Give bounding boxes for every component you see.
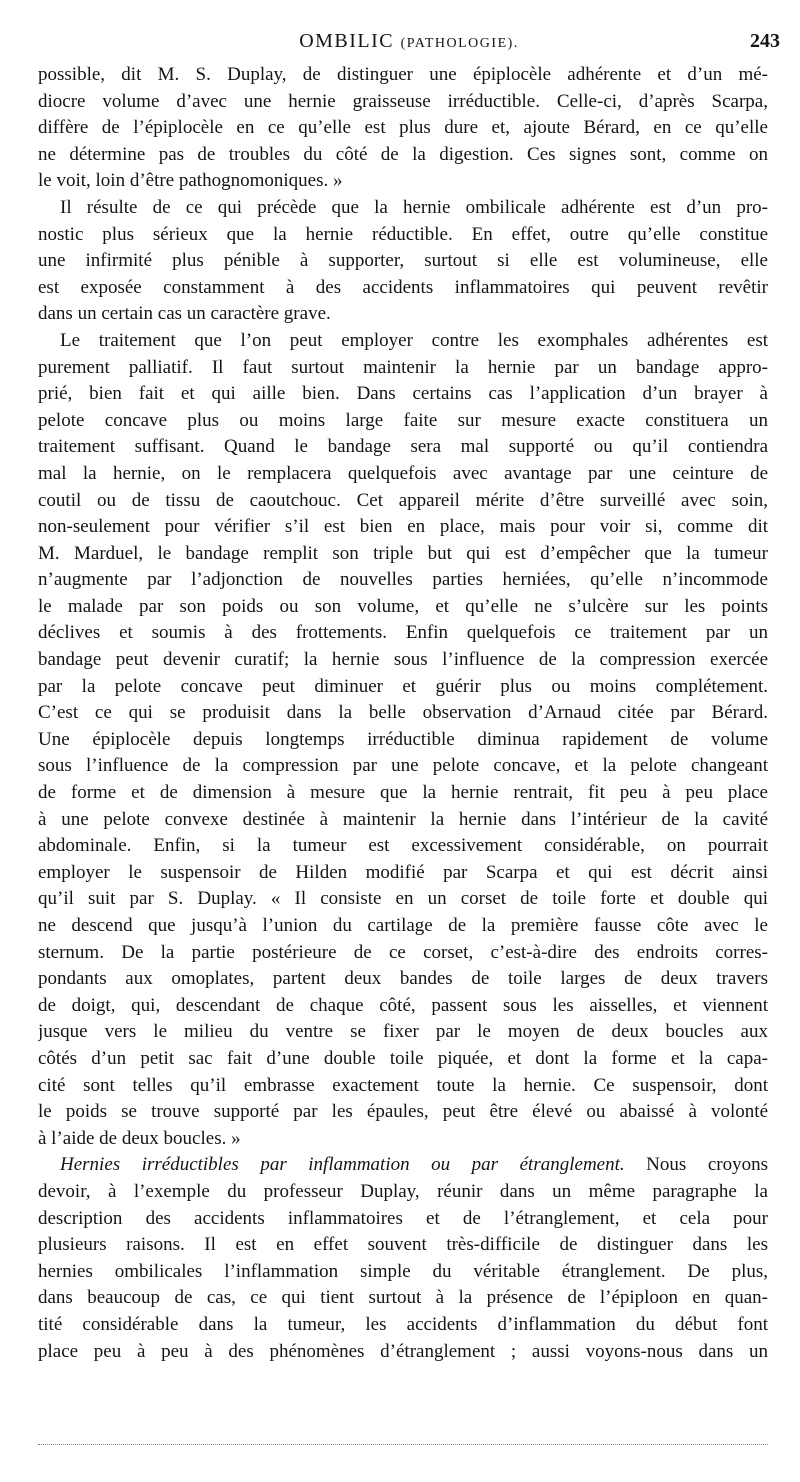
line-text: nostic plus sérieux que la hernie réductible. En effet, outre qu’elle constitue <box>38 223 768 245</box>
text-line <box>38 1099 768 1126</box>
line-text: à une pelote convexe destinée à maintenir la hernie dans l’intérieur de la cavité <box>38 808 768 830</box>
line-text: dans un certain cas un caractère grave. <box>38 303 331 325</box>
line-text: purement palliatif. Il faut surtout maintenir la hernie par un bandage appro- <box>38 356 768 378</box>
line-text: C’est ce qui se produisit dans la belle observation d’Arnaud citée par Bérard. <box>38 702 768 724</box>
text-line <box>38 1285 768 1312</box>
text-line <box>38 1152 768 1179</box>
text-line <box>38 115 768 142</box>
text-line <box>38 248 768 275</box>
section-label: (PATHOLOGIE). <box>400 36 519 51</box>
line-text: ne descend que jusqu’à l’union du cartilage de la première fausse côte avec le <box>38 915 768 936</box>
line-text: non-seulement pour vérifier s’il est bien en place, mais pour voir si, comme dit <box>38 516 768 538</box>
line-text: de doigt, qui, descendant de chaque côté, passent sous les aisselles, et viennent <box>38 994 768 1016</box>
line-text: est exposée constamment à des accidents inflammatoires qui peuvent revêtir <box>38 276 768 298</box>
line-text: qu’il suit par S. Duplay. « Il consiste en un corset de toile forte et double qui <box>38 888 768 910</box>
text-line <box>38 541 768 568</box>
line-text: Le traitement que l’on peut employer contre les exomphales adhérentes est <box>60 329 768 351</box>
text-line <box>38 168 768 195</box>
text-line <box>38 301 768 328</box>
page-number: 243 <box>750 30 780 52</box>
text-line <box>38 1312 768 1339</box>
line-text: sternum. De la partie postérieure de ce corset, c’est-à-dire des endroits corres- <box>38 941 768 963</box>
line-text: diocre volume d’avec une hernie graisseuse irréductible. Celle-ci, d’après Scarpa, <box>38 90 768 112</box>
line-text: n’augmente par l’adjonction de nouvelles parties herniées, qu’elle n’incommode <box>38 569 768 591</box>
line-text: côtés d’un petit sac fait d’une double toile piquée, et dont la forme et la capa- <box>38 1047 768 1069</box>
line-text: jusque vers le milieu du ventre se fixer par le moyen de deux boucles aux <box>38 1021 768 1043</box>
running-head <box>38 30 780 58</box>
text-line <box>38 514 768 541</box>
text-line <box>38 966 768 993</box>
line-text: devoir, à l’exemple du professeur Duplay, réunir dans un même paragraphe la <box>38 1180 768 1202</box>
line-text: abdominale. Enfin, si la tumeur est excessivement considérable, on pourrait <box>38 835 768 857</box>
text-line <box>38 408 768 435</box>
line-text: déclives et soumis à des frottements. Enfin quelquefois ce traitement par un <box>38 622 768 644</box>
line-text: cité sont telles qu’il embrasse exactement toute la hernie. Ce suspensoir, dont <box>38 1074 768 1096</box>
text-line <box>38 940 768 967</box>
text-line <box>38 913 768 940</box>
line-text: ne détermine pas de troubles du côté de la digestion. Ces signes sont, comme on <box>38 143 768 165</box>
text-line <box>38 1126 768 1153</box>
body-text <box>38 62 768 1365</box>
line-text: possible, dit M. S. Duplay, de distinguer une épiplocèle adhérente et d’un mé- <box>38 64 768 85</box>
text-line <box>38 674 768 701</box>
text-line <box>38 780 768 807</box>
text-line <box>38 1019 768 1046</box>
section-heading: Hernies irréductibles par inflammation ou par étranglement. <box>60 1154 625 1176</box>
line-text: à l’aide de deux boucles. » <box>38 1127 241 1149</box>
line-text: de forme et de dimension à mesure que la hernie rentrait, fit peu à peu place <box>38 782 768 804</box>
line-text: le poids se trouve supporté par les épaules, peut être élevé ou abaissé à volonté <box>38 1101 768 1123</box>
text-line <box>38 567 768 594</box>
text-line <box>38 594 768 621</box>
text-line <box>38 886 768 913</box>
line-text: diffère de l’épiplocèle en ce qu’elle est plus dure et, ajoute Bérard, en ce qu’elle <box>38 117 768 139</box>
text-line <box>38 89 768 116</box>
line-text: hernies ombilicales l’inflammation simple du véritable étranglement. De plus, <box>38 1260 768 1282</box>
line-text: bandage peut devenir curatif; la hernie sous l’influence de la compression exercée <box>38 649 768 671</box>
text-line <box>38 1073 768 1100</box>
line-text: le voit, loin d’être pathognomoniques. » <box>38 170 343 192</box>
text-line <box>38 993 768 1020</box>
line-text: une infirmité plus pénible à supporter, surtout si elle est volumineuse, elle <box>38 250 768 272</box>
line-text: par la pelote concave peut diminuer et guérir plus ou moins complétement. <box>38 675 768 697</box>
text-line <box>38 434 768 461</box>
line-text: traitement suffisant. Quand le bandage sera mal supporté ou qu’il contiendra <box>38 436 768 458</box>
text-line <box>38 1046 768 1073</box>
text-line <box>38 1232 768 1259</box>
text-line <box>38 753 768 780</box>
text-line <box>38 647 768 674</box>
text-line <box>38 62 768 89</box>
page-title: OMBILIC <box>299 30 395 52</box>
line-text: employer le suspensoir de Hilden modifié par Scarpa et qui est décrit ainsi <box>38 861 768 883</box>
footer-rule <box>38 1444 768 1445</box>
line-text: place peu à peu à des phénomènes d’étranglement ; aussi voyons-nous dans un <box>38 1340 768 1362</box>
line-text: description des accidents inflammatoires et de l’étranglement, et cela pour <box>38 1207 768 1229</box>
text-line <box>38 222 768 249</box>
line-text: Une épiplocèle depuis longtemps irréductible diminua rapidement de volume <box>38 728 768 750</box>
text-line <box>38 700 768 727</box>
text-line <box>38 620 768 647</box>
line-text: Nous croyons <box>624 1154 768 1176</box>
text-line <box>38 1179 768 1206</box>
text-line <box>38 1339 768 1366</box>
line-text: prié, bien fait et qui aille bien. Dans certains cas l’application d’un brayer à <box>38 383 768 405</box>
line-text: tité considérable dans la tumeur, les accidents d’inflammation du début font <box>38 1313 768 1335</box>
text-line <box>38 1259 768 1286</box>
line-text: plusieurs raisons. Il est en effet souvent très-difficile de distinguer dans les <box>38 1234 768 1256</box>
line-text: sous l’influence de la compression par une pelote concave, et la pelote changeant <box>38 755 768 777</box>
line-text: pelote concave plus ou moins large faite sur mesure exacte constituera un <box>38 409 768 431</box>
line-text: le malade par son poids ou son volume, et qu’elle ne s’ulcère sur les points <box>38 595 768 617</box>
text-line <box>38 328 768 355</box>
text-line <box>38 275 768 302</box>
line-text: Il résulte de ce qui précède que la hernie ombilicale adhérente est d’un pro- <box>60 196 768 218</box>
text-line <box>38 461 768 488</box>
text-line <box>38 807 768 834</box>
running-title <box>38 30 780 53</box>
text-line <box>38 488 768 515</box>
text-line <box>38 860 768 887</box>
text-line <box>38 1206 768 1233</box>
line-text: pondants aux omoplates, partent deux bandes de toile larges de deux travers <box>38 968 768 990</box>
text-line <box>38 381 768 408</box>
text-line <box>38 355 768 382</box>
line-text: coutil ou de tissu de caoutchouc. Cet appareil mérite d’être surveillé avec soin, <box>38 489 768 511</box>
line-text: M. Marduel, le bandage remplit son triple but qui est d’empêcher que la tumeur <box>38 542 768 564</box>
text-line <box>38 727 768 754</box>
text-line <box>38 195 768 222</box>
line-text: mal la hernie, on le remplacera quelquefois avec avantage par une ceinture de <box>38 462 768 484</box>
line-text: dans beaucoup de cas, ce qui tient surtout à la présence de l’épiploon en quan- <box>38 1287 768 1309</box>
text-line <box>38 833 768 860</box>
text-line <box>38 142 768 169</box>
